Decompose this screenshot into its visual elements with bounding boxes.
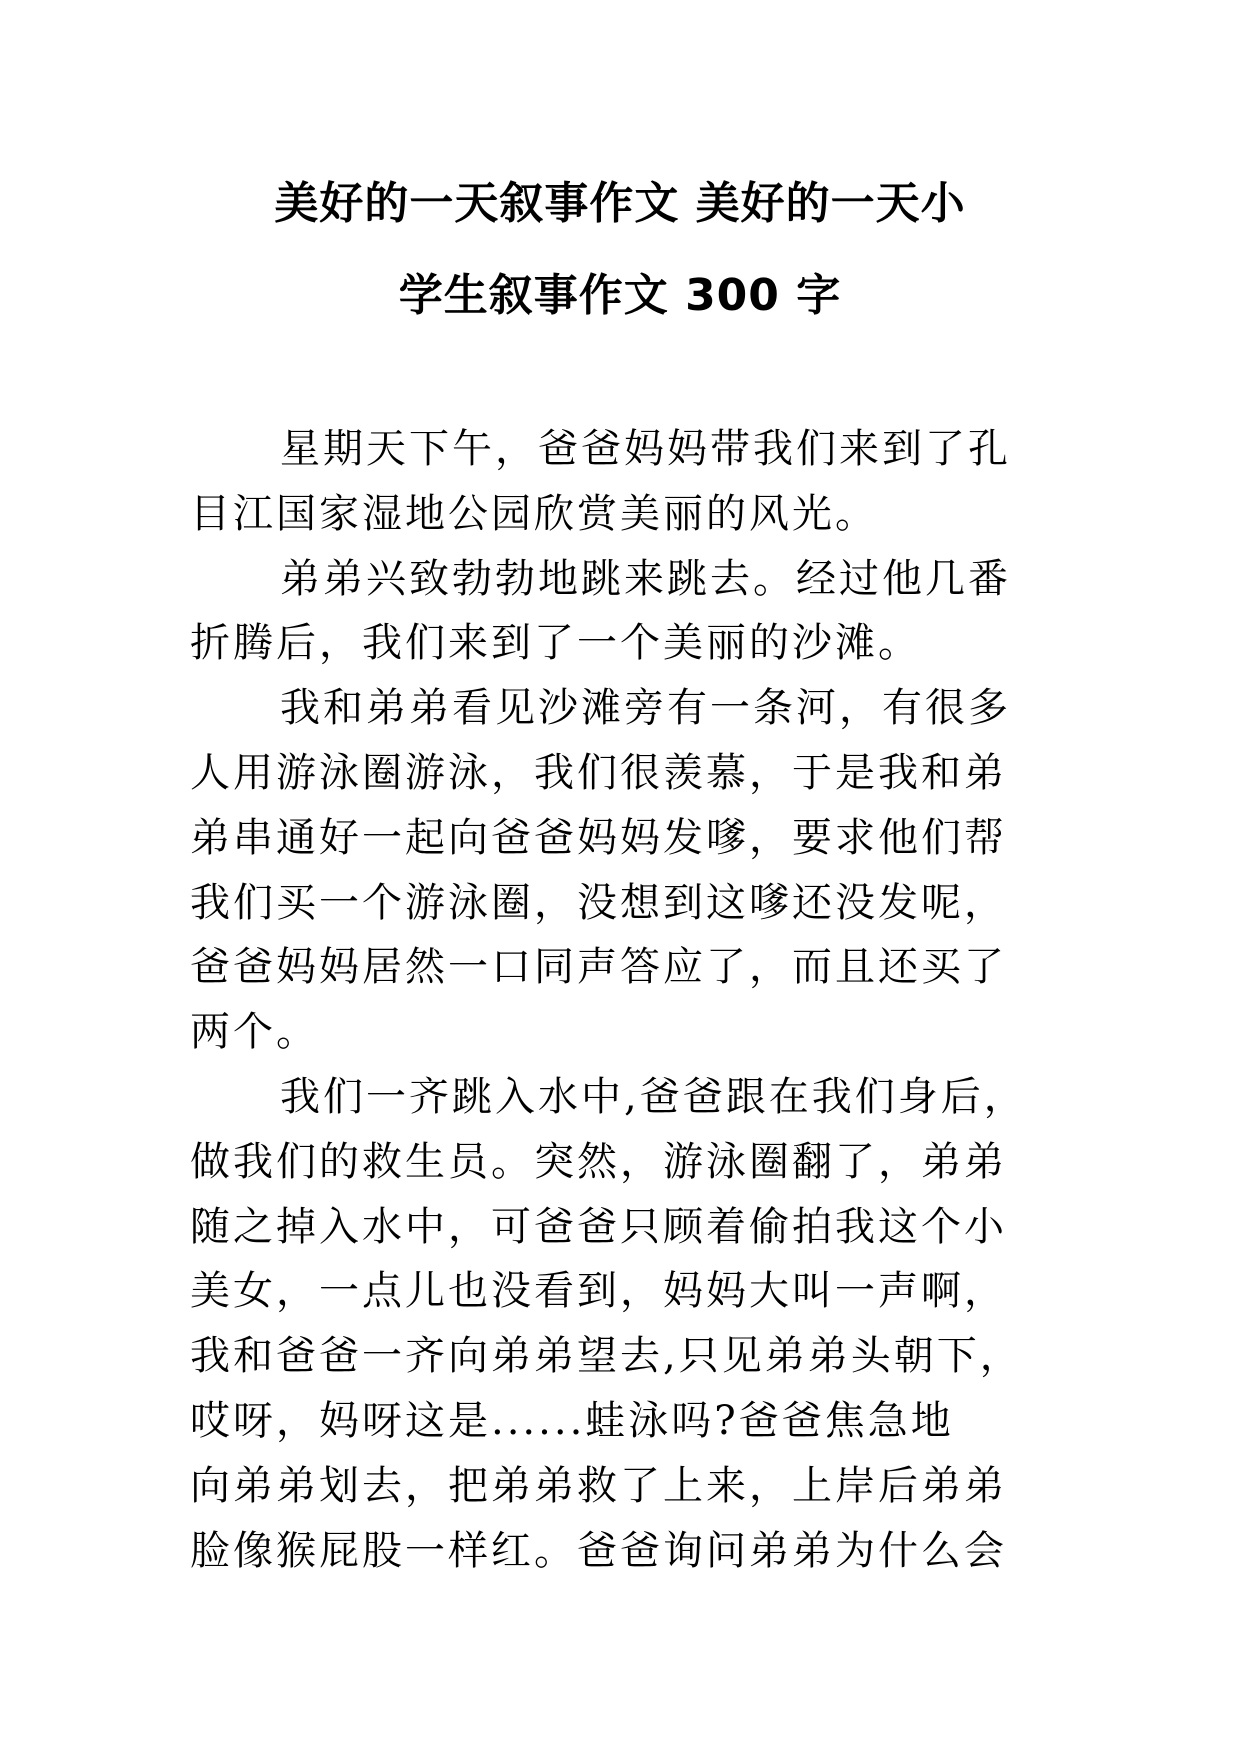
text-line: 星期天下午，爸爸妈妈带我们来到了孔 xyxy=(280,426,1011,472)
text-line: 脸像猴屁股一样红。爸爸询问弟弟为什么会 xyxy=(190,1527,1007,1574)
text-line: 目江国家湿地公园欣赏美丽的风光。 xyxy=(190,490,878,537)
text-line: 我和弟弟看见沙滩旁有一条河，有很多 xyxy=(280,685,1011,732)
text-line: 弟弟兴致勃勃地跳来跳去。经过他几番 xyxy=(280,555,1011,602)
text-line: 爸爸妈妈居然一口同声答应了，而且还买了 xyxy=(190,944,1007,991)
text-line: 我们买一个游泳圈，没想到这嗲还没发呢， xyxy=(190,879,1007,926)
text-line: 两个。 xyxy=(190,1009,319,1056)
title-line-1: 美好的一天叙事作文 美好的一天小 xyxy=(274,178,966,229)
text-line: 我和爸爸一齐向弟弟望去,只见弟弟头朝下， xyxy=(190,1333,1023,1380)
text-line: 随之掉入水中，可爸爸只顾着偷拍我这个小 xyxy=(190,1203,1007,1250)
text-line: 人用游泳圈游泳，我们很羡慕，于是我和弟 xyxy=(190,749,1007,796)
title-line-2: 学生叙事作文 300 字 xyxy=(398,270,842,321)
text-line: 我们一齐跳入水中,爸爸跟在我们身后， xyxy=(280,1073,1027,1120)
document-title xyxy=(150,158,1090,342)
text-line: 美女，一点儿也没看到，妈妈大叫一声啊， xyxy=(190,1268,1007,1315)
text-line: 做我们的救生员。突然，游泳圈翻了，弟弟 xyxy=(190,1138,1007,1185)
essay-body xyxy=(190,417,1052,1583)
text-line: 哎呀，妈呀这是......蛙泳吗?爸爸焦急地 xyxy=(190,1397,954,1444)
text-line: 向弟弟划去，把弟弟救了上来，上岸后弟弟 xyxy=(190,1462,1007,1509)
text-line: 弟串通好一起向爸爸妈妈发嗲，要求他们帮 xyxy=(190,814,1007,861)
text-line: 折腾后，我们来到了一个美丽的沙滩。 xyxy=(190,620,921,667)
